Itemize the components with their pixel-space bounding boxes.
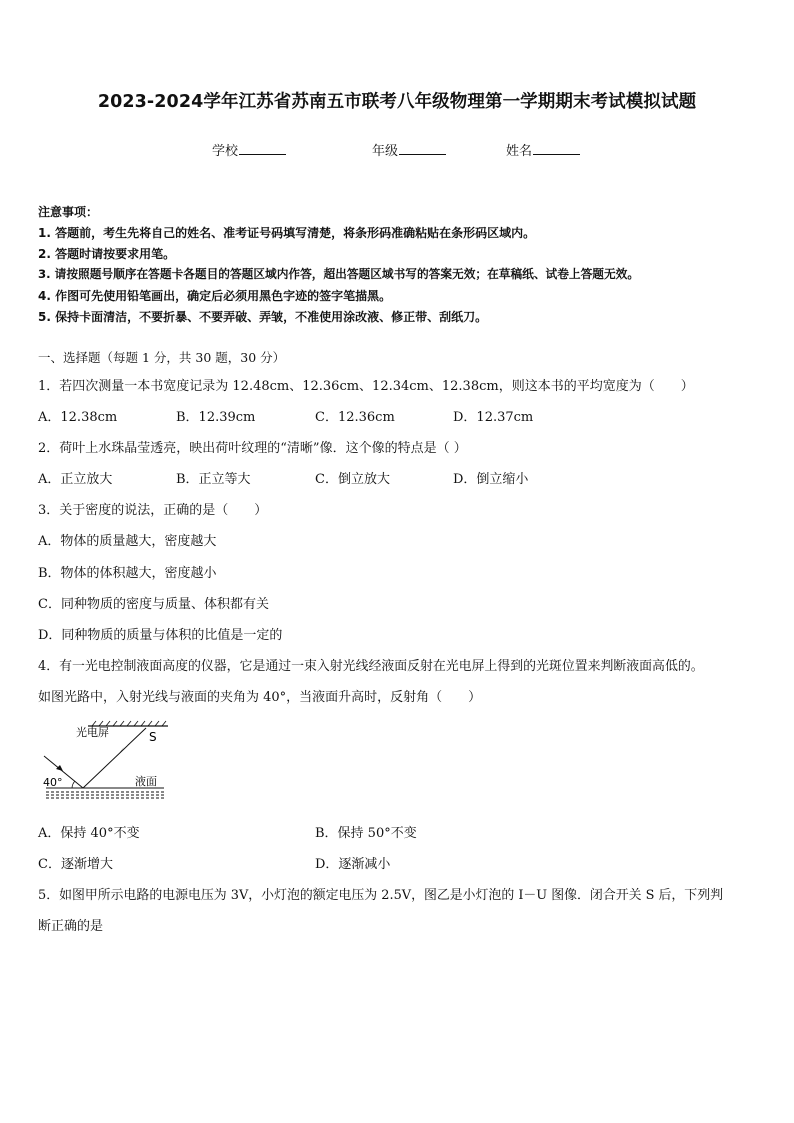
angle-label: 40° — [43, 776, 63, 789]
q2-option-a[interactable]: A．正立放大 — [38, 472, 113, 487]
angle-arc — [72, 781, 75, 788]
name-blank[interactable] — [533, 142, 580, 155]
liquid-surface-lines — [46, 788, 164, 798]
q1-option-d[interactable]: D．12.37cm — [453, 410, 534, 425]
question-5-stem-line2: 断正确的是 — [38, 919, 104, 934]
light-reflection-diagram — [36, 718, 176, 804]
photo-screen-label: 光电屏 — [76, 726, 109, 739]
q2-option-d[interactable]: D．倒立缩小 — [453, 472, 529, 487]
name-field — [506, 140, 580, 159]
q3-option-b[interactable]: B．物体的体积越大，密度越小 — [38, 566, 217, 581]
q3-option-a[interactable]: A．物体的质量越大，密度越大 — [38, 534, 217, 549]
q1-option-a[interactable]: A．12.38cm — [38, 410, 118, 425]
section-heading: 一、选择题（每题 1 分，共 30 题，30 分） — [38, 350, 286, 365]
q3-option-d[interactable]: D．同种物质的质量与体积的比值是一定的 — [38, 628, 283, 643]
q4-option-b[interactable]: B．保持 50°不变 — [315, 826, 417, 841]
q3-option-c[interactable]: C．同种物质的密度与质量、体积都有关 — [38, 597, 269, 612]
grade-field — [372, 140, 446, 159]
note-item: 1. 答题前，考生先将自己的姓名、准考证号码填写清楚，将条形码准确粘贴在条形码区域内。 — [38, 226, 536, 240]
q4-option-a[interactable]: A．保持 40°不变 — [38, 826, 140, 841]
q2-option-c[interactable]: C．倒立放大 — [315, 472, 390, 487]
note-item: 4. 作图可先使用铅笔画出，确定后必须用黑色字迹的签字笔描黑。 — [38, 289, 392, 303]
q1-option-c[interactable]: C．12.36cm — [315, 410, 395, 425]
page-title: 2023-2024学年江苏省苏南五市联考八年级物理第一学期期末考试模拟试题 — [97, 92, 697, 112]
q4-option-c[interactable]: C．逐渐增大 — [38, 857, 113, 872]
question-4-stem-line2: 如图光路中，入射光线与液面的夹角为 40°，当液面升高时，反射角（ ） — [38, 690, 482, 705]
name-label: 姓名 — [506, 144, 533, 159]
q1-option-b[interactable]: B．12.39cm — [176, 410, 256, 425]
question-3-stem: 3．关于密度的说法，正确的是（ ） — [38, 503, 268, 518]
grade-label: 年级 — [372, 144, 399, 159]
q2-option-b[interactable]: B．正立等大 — [176, 472, 251, 487]
question-1-stem: 1．若四次测量一本书宽度记录为 12.48cm、12.36cm、12.34cm、12.38cm，则这本书的平均宽度为（ ） — [38, 379, 694, 394]
q4-option-d[interactable]: D．逐渐减小 — [315, 857, 391, 872]
liquid-surface-label: 液面 — [135, 775, 157, 788]
school-blank[interactable] — [239, 142, 286, 155]
note-item: 3. 请按照题号顺序在答题卡各题目的答题区域内作答，超出答题区域书写的答案无效；在草稿纸、试卷上答题无效。 — [38, 267, 640, 281]
incident-arrow-icon — [56, 765, 63, 771]
question-5-stem-line1: 5．如图甲所示电路的电源电压为 3V，小灯泡的额定电压为 2.5V，图乙是小灯泡的 I－U 图像．闭合开关 S 后，下列判 — [38, 888, 723, 903]
note-item: 5. 保持卡面清洁，不要折暴、不要弄破、弄皱，不准使用涂改液、修正带、刮纸刀。 — [38, 310, 488, 324]
question-4-stem-line1: 4．有一光电控制液面高度的仪器，它是通过一束入射光线经液面反射在光电屏上得到的光斑位置来判断液面高低的。 — [38, 659, 704, 674]
grade-blank[interactable] — [399, 142, 446, 155]
notes-heading: 注意事项： — [38, 205, 99, 219]
question-2-stem: 2．荷叶上水珠晶莹透亮，映出荷叶纹理的“清晰”像．这个像的特点是（ ） — [38, 441, 467, 456]
school-label: 学校 — [212, 144, 239, 159]
spot-label: S — [149, 730, 157, 744]
school-field — [212, 140, 286, 159]
note-item: 2. 答题时请按要求用笔。 — [38, 247, 176, 261]
